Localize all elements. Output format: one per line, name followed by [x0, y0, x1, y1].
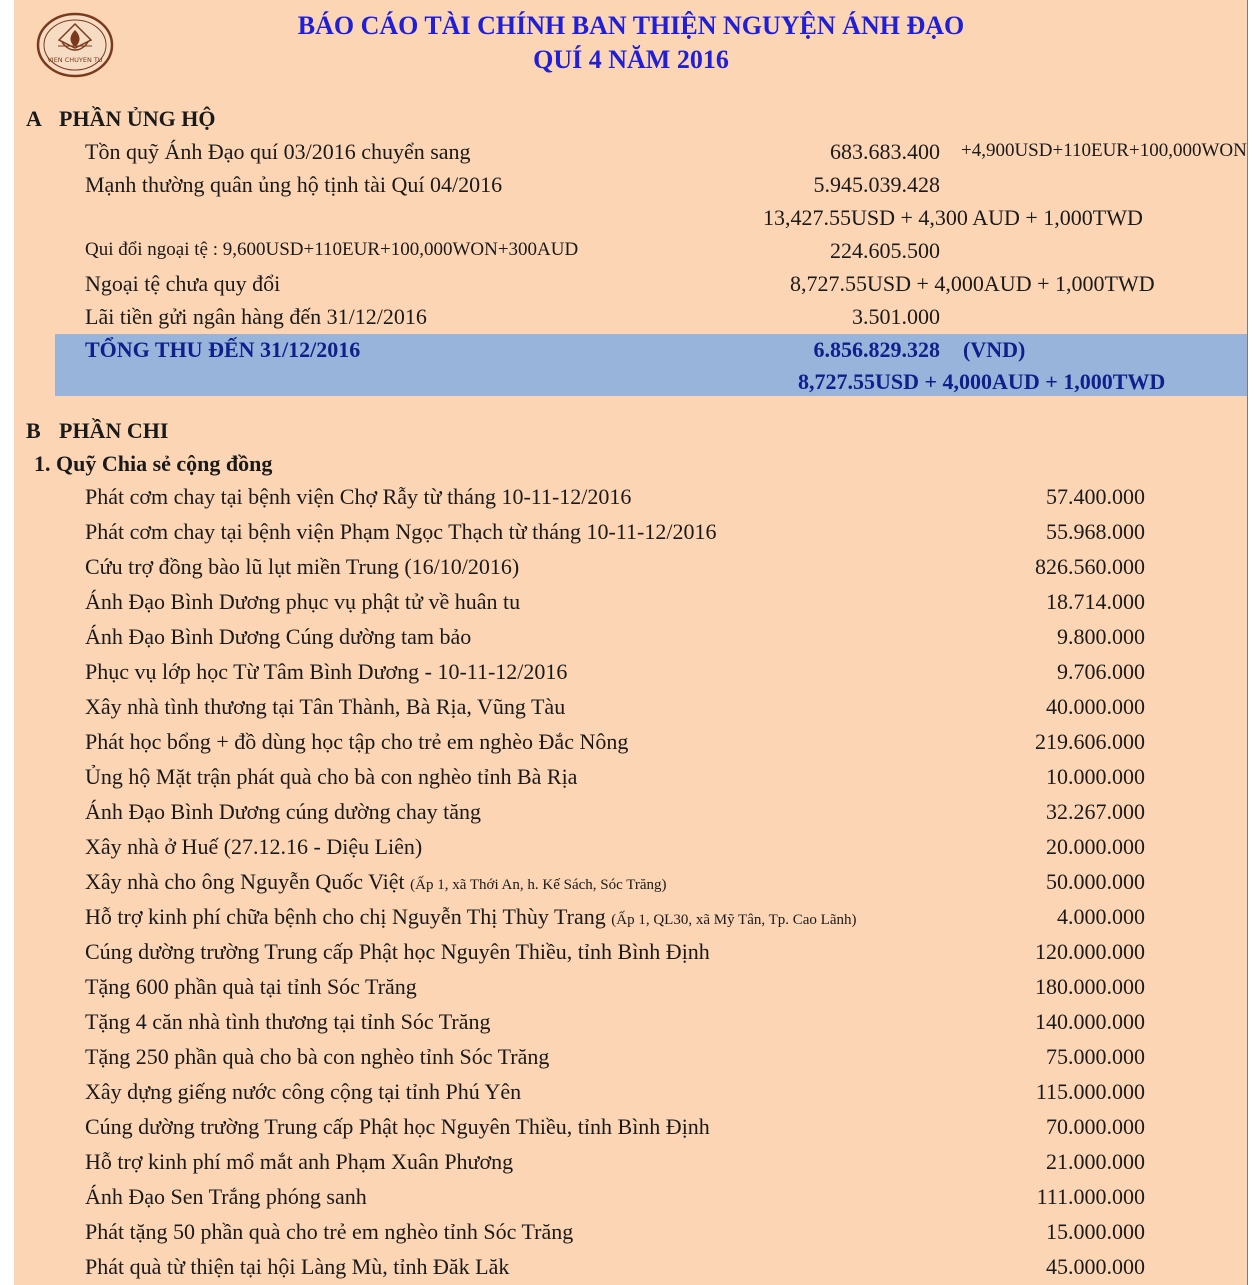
- income-label-interest: Lãi tiền gửi ngân hàng đến 31/12/2016: [85, 304, 427, 329]
- expense-amount: 40.000.000: [1046, 694, 1145, 719]
- section-a-title: PHẦN ỦNG HỘ: [59, 106, 216, 131]
- expense-description: [85, 970, 417, 1004]
- expense-description-text: Phát học bổng + đồ dùng học tập cho trẻ em nghèo Đắc Nông: [85, 729, 629, 754]
- expense-description: [85, 1250, 509, 1284]
- expense-amount: 120.000.000: [1035, 939, 1145, 964]
- expense-description: [85, 1110, 710, 1144]
- expense-amount: 9.706.000: [1057, 659, 1145, 684]
- report-period: QUÍ 4 NĂM 2016: [533, 45, 729, 74]
- expense-row: [85, 655, 1145, 689]
- expense-row: [85, 865, 1145, 899]
- expense-description-text: Xây dựng giếng nước công cộng tại tỉnh Phú Yên: [85, 1079, 522, 1104]
- expense-amount: 111.000.000: [1036, 1184, 1145, 1209]
- fund-title: 1. Quỹ Chia sẻ cộng đồng: [34, 451, 273, 476]
- expense-address-note: (Ấp 1, QL30, xã Mỹ Tân, Tp. Cao Lãnh): [611, 912, 857, 928]
- income-foreign-donations: 13,427.55USD + 4,300 AUD + 1,000TWD: [763, 205, 1143, 230]
- income-label-opening-balance: Tồn quỹ Ánh Đạo quí 03/2016 chuyển sang: [85, 139, 471, 164]
- expense-row: [85, 935, 1145, 969]
- expense-amount: 4.000.000: [1057, 904, 1145, 929]
- total-income-foreign: 8,727.55USD + 4,000AUD + 1,000TWD: [798, 369, 1166, 394]
- expense-description: [85, 620, 471, 654]
- expense-row: [85, 795, 1145, 829]
- expense-description: [85, 1215, 573, 1249]
- expense-description: [85, 935, 710, 969]
- expense-row: [85, 1005, 1145, 1039]
- income-value-unexchanged: 8,727.55USD + 4,000AUD + 1,000TWD: [790, 271, 1155, 296]
- expense-amount: 18.714.000: [1046, 589, 1145, 614]
- expense-description: [85, 795, 481, 829]
- expense-description-text: Ánh Đạo Sen Trắng phóng sanh: [85, 1184, 367, 1209]
- expense-description-text: Xây nhà ở Huế (27.12.16 - Diệu Liên): [85, 834, 423, 859]
- expense-amount: 180.000.000: [1035, 974, 1145, 999]
- expense-row: [85, 1040, 1145, 1074]
- expense-row: [85, 585, 1145, 619]
- expense-description: [85, 690, 565, 724]
- expense-description-text: Cứu trợ đồng bào lũ lụt miền Trung (16/10/2016): [85, 554, 520, 579]
- expense-description: [85, 1040, 549, 1074]
- expense-description-text: Xây nhà tình thương tại Tân Thành, Bà Rịa, Vũng Tàu: [85, 694, 566, 719]
- income-value-exchange: 224.605.500: [830, 238, 940, 263]
- income-value-opening-balance: 683.683.400: [830, 139, 940, 164]
- expense-description: [85, 830, 422, 864]
- expense-row: [85, 1215, 1145, 1249]
- total-income-value: 6.856.829.328: [813, 337, 940, 362]
- expense-description-text: Phục vụ lớp học Từ Tâm Bình Dương - 10-11-12/2016: [85, 659, 568, 684]
- expense-description-text: Tặng 600 phần quà tại tỉnh Sóc Trăng: [85, 974, 417, 999]
- expense-amount: 21.000.000: [1046, 1149, 1145, 1174]
- expense-amount: 9.800.000: [1057, 624, 1145, 649]
- expense-description: [85, 900, 857, 937]
- section-b-letter: B: [26, 418, 41, 443]
- expense-description: [85, 585, 520, 619]
- total-income-label: TỔNG THU ĐẾN 31/12/2016: [85, 337, 361, 362]
- expense-description-text: Ánh Đạo Bình Dương phục vụ phật tử về huân tu: [85, 589, 521, 614]
- sheet-right-border: [1247, 0, 1248, 1285]
- expense-description: [85, 550, 519, 584]
- expense-description: [85, 725, 628, 759]
- expense-amount: 20.000.000: [1046, 834, 1145, 859]
- expense-amount: 50.000.000: [1046, 869, 1145, 894]
- expense-amount: 55.968.000: [1046, 519, 1145, 544]
- expense-amount: 10.000.000: [1046, 764, 1145, 789]
- expense-description-text: Ánh Đạo Bình Dương Cúng dường tam bảo: [85, 624, 472, 649]
- expense-row: [85, 1180, 1145, 1214]
- expense-description: [85, 1145, 513, 1179]
- total-income-unit: (VND): [963, 337, 1026, 362]
- expense-amount: 57.400.000: [1046, 484, 1145, 509]
- expense-amount: 45.000.000: [1046, 1254, 1145, 1279]
- expense-description: [85, 515, 716, 549]
- expense-description-text: Phát quà từ thiện tại hội Làng Mù, tỉnh Đăk Lăk: [85, 1254, 510, 1279]
- expense-description-text: Hỗ trợ kinh phí mổ mắt anh Phạm Xuân Phương: [85, 1149, 514, 1174]
- expense-amount: 70.000.000: [1046, 1114, 1145, 1139]
- income-value-interest: 3.501.000: [852, 304, 940, 329]
- expense-description: [85, 760, 577, 794]
- expense-description: [85, 1005, 490, 1039]
- income-extra-opening-balance: +4,900USD+110EUR+100,000WON: [961, 140, 1247, 161]
- section-b-title: PHẦN CHI: [59, 418, 169, 443]
- expense-row: [85, 760, 1145, 794]
- expense-address-note: (Ấp 1, xã Thới An, h. Kế Sách, Sóc Trăng): [410, 877, 667, 893]
- expense-description-text: Xây nhà cho ông Nguyễn Quốc Việt: [85, 869, 405, 894]
- expense-row: [85, 970, 1145, 1004]
- expense-row: [85, 1250, 1145, 1284]
- expense-row: [85, 725, 1145, 759]
- expense-row: [85, 830, 1145, 864]
- expense-description: [85, 655, 567, 689]
- section-a-letter: A: [26, 106, 42, 131]
- expense-amount: 826.560.000: [1035, 554, 1145, 579]
- income-label-exchange: Qui đổi ngoại tệ : 9,600USD+110EUR+100,000WON+300AUD: [85, 239, 579, 260]
- expense-row: [85, 900, 1145, 934]
- expense-row: [85, 550, 1145, 584]
- expense-row: [85, 1145, 1145, 1179]
- expense-description-text: Phát cơm chay tại bệnh viện Phạm Ngọc Thạch từ tháng 10-11-12/2016: [85, 519, 717, 544]
- expense-description: [85, 480, 631, 514]
- income-label-donations: Mạnh thường quân ủng hộ tịnh tài Quí 04/2016: [85, 172, 503, 197]
- expense-description: [85, 1180, 367, 1214]
- expense-description-text: Phát cơm chay tại bệnh viện Chợ Rẫy từ tháng 10-11-12/2016: [85, 484, 632, 509]
- expense-description-text: Ủng hộ Mặt trận phát quà cho bà con nghèo tỉnh Bà Rịa: [85, 764, 578, 789]
- expense-description-text: Phát tặng 50 phần quà cho trẻ em nghèo tỉnh Sóc Trăng: [85, 1219, 574, 1244]
- expense-description-text: Hỗ trợ kinh phí chữa bệnh cho chị Nguyễn Thị Thùy Trang: [85, 904, 606, 929]
- expense-row: [85, 515, 1145, 549]
- income-label-unexchanged: Ngoại tệ chưa quy đổi: [85, 271, 281, 296]
- expense-row: [85, 690, 1145, 724]
- expense-description-text: Ánh Đạo Bình Dương cúng dường chay tăng: [85, 799, 481, 824]
- expense-description: [85, 865, 667, 902]
- expense-row: [85, 620, 1145, 654]
- expense-row: [85, 1075, 1145, 1109]
- expense-description-text: Tặng 250 phần quà cho bà con nghèo tỉnh Sóc Trăng: [85, 1044, 550, 1069]
- expense-description-text: Tặng 4 căn nhà tình thương tại tỉnh Sóc Trăng: [85, 1009, 491, 1034]
- expense-description-text: Cúng dường trường Trung cấp Phật học Nguyên Thiều, tỉnh Bình Định: [85, 1114, 710, 1139]
- report-sheet: [14, 0, 1248, 1285]
- expense-row: [85, 480, 1145, 514]
- expense-amount: 140.000.000: [1035, 1009, 1145, 1034]
- logo-text: VIEN CHUYEN TU: [47, 56, 103, 64]
- expense-amount: 75.000.000: [1046, 1044, 1145, 1069]
- expense-amount: 15.000.000: [1046, 1219, 1145, 1244]
- expense-description-text: Cúng dường trường Trung cấp Phật học Nguyên Thiều, tỉnh Bình Định: [85, 939, 710, 964]
- expense-amount: 115.000.000: [1035, 1079, 1145, 1104]
- expense-amount: 32.267.000: [1046, 799, 1145, 824]
- expense-description: [85, 1075, 521, 1109]
- income-value-donations: 5.945.039.428: [813, 172, 940, 197]
- expense-amount: 219.606.000: [1035, 729, 1145, 754]
- expense-row: [85, 1110, 1145, 1144]
- report-title: BÁO CÁO TÀI CHÍNH BAN THIỆN NGUYỆN ÁNH ĐẠO: [297, 11, 965, 40]
